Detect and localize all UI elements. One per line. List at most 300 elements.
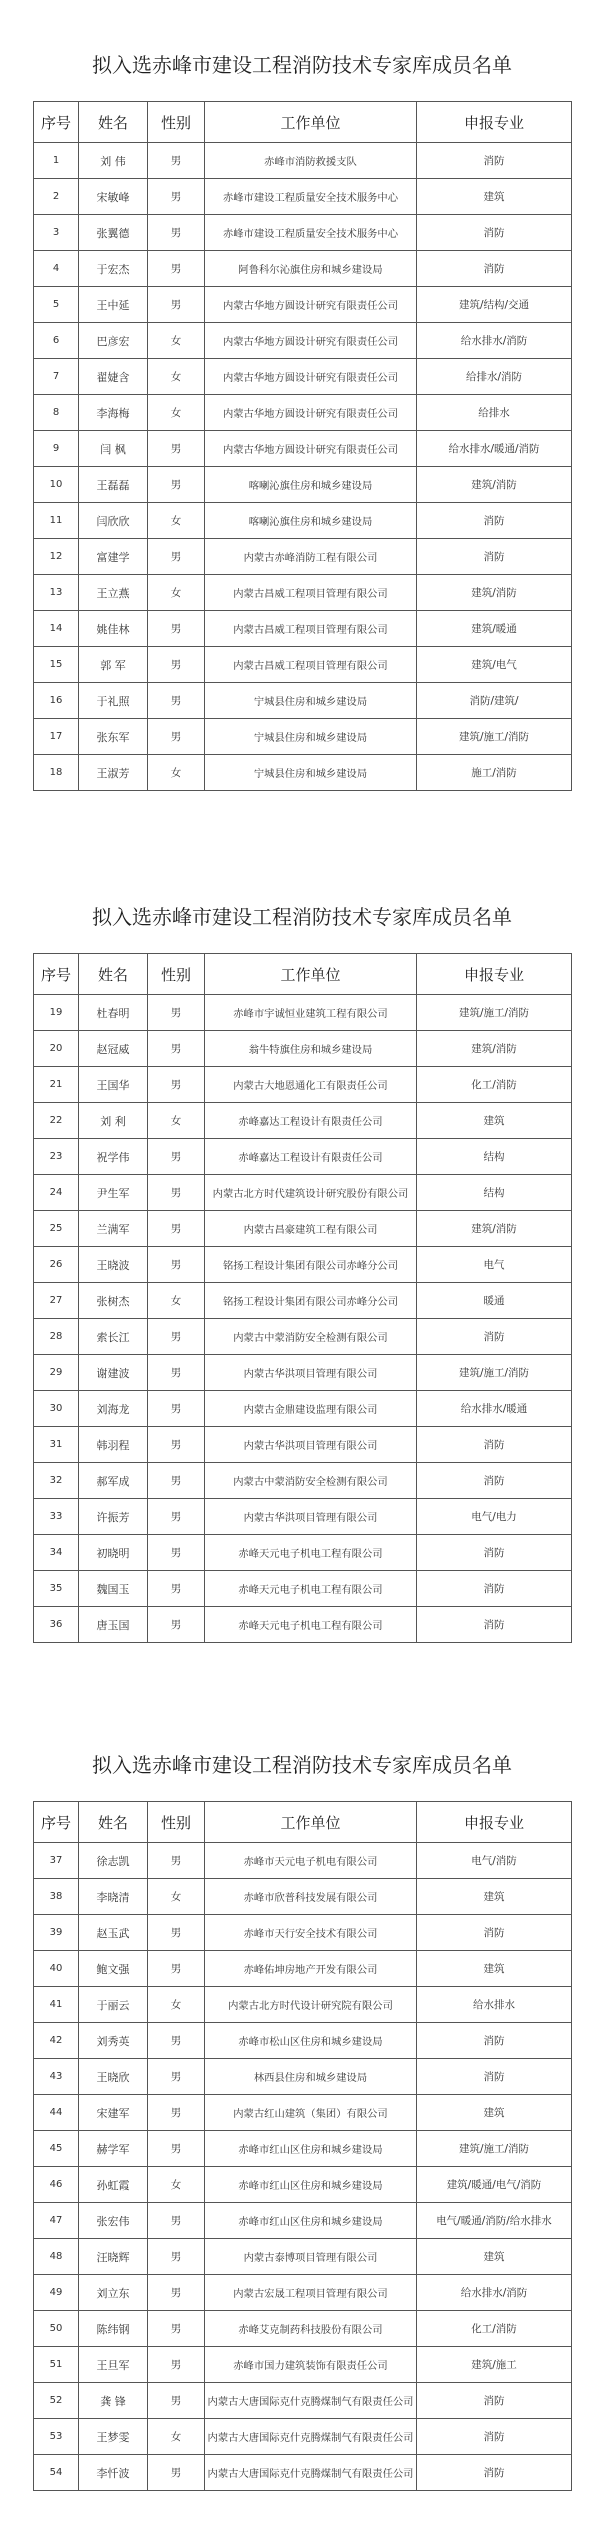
member-name: 刘 利 bbox=[79, 1103, 148, 1139]
row-number: 14 bbox=[34, 611, 79, 647]
table-row bbox=[34, 1103, 572, 1139]
table-row bbox=[34, 2455, 572, 2491]
row-number: 43 bbox=[34, 2059, 79, 2095]
work-unit: 赤峰市建设工程质量安全技术服务中心 bbox=[205, 215, 417, 251]
list-section bbox=[0, 852, 600, 1697]
table-row bbox=[34, 1067, 572, 1103]
member-gender: 男 bbox=[148, 1247, 205, 1283]
member-gender: 女 bbox=[148, 323, 205, 359]
member-gender: 男 bbox=[148, 1031, 205, 1067]
specialty: 给排水 bbox=[417, 395, 572, 431]
table-row bbox=[34, 431, 572, 467]
member-name: 谢建波 bbox=[79, 1355, 148, 1391]
column-header-specialty: 申报专业 bbox=[417, 954, 572, 995]
row-number: 25 bbox=[34, 1211, 79, 1247]
member-name: 李忏波 bbox=[79, 2455, 148, 2491]
member-gender: 女 bbox=[148, 503, 205, 539]
row-number: 9 bbox=[34, 431, 79, 467]
specialty: 消防 bbox=[417, 215, 572, 251]
member-name: 姚佳林 bbox=[79, 611, 148, 647]
row-number: 18 bbox=[34, 755, 79, 791]
page-title: 拟入选赤峰市建设工程消防技术专家库成员名单 bbox=[92, 905, 512, 929]
row-number: 3 bbox=[34, 215, 79, 251]
member-gender: 女 bbox=[148, 2419, 205, 2455]
member-name: 徐志凯 bbox=[79, 1843, 148, 1879]
work-unit: 铭扬工程设计集团有限公司赤峰分公司 bbox=[205, 1247, 417, 1283]
row-number: 19 bbox=[34, 995, 79, 1031]
row-number: 2 bbox=[34, 179, 79, 215]
member-name: 于礼照 bbox=[79, 683, 148, 719]
member-gender: 男 bbox=[148, 1139, 205, 1175]
column-header-name: 姓名 bbox=[79, 1802, 148, 1843]
row-number: 35 bbox=[34, 1571, 79, 1607]
member-name: 王旦军 bbox=[79, 2347, 148, 2383]
work-unit: 林西县住房和城乡建设局 bbox=[205, 2059, 417, 2095]
work-unit: 赤峰天元电子机电工程有限公司 bbox=[205, 1571, 417, 1607]
member-name: 刘 伟 bbox=[79, 143, 148, 179]
table-row bbox=[34, 179, 572, 215]
member-name: 郭 军 bbox=[79, 647, 148, 683]
row-number: 38 bbox=[34, 1879, 79, 1915]
member-name: 郝军成 bbox=[79, 1463, 148, 1499]
table-row bbox=[34, 251, 572, 287]
specialty: 消防 bbox=[417, 1535, 572, 1571]
member-gender: 男 bbox=[148, 467, 205, 503]
column-header-work-unit: 工作单位 bbox=[205, 954, 417, 995]
column-header-number: 序号 bbox=[34, 1802, 79, 1843]
specialty: 结构 bbox=[417, 1139, 572, 1175]
specialty: 电气/暖通/消防/给水排水 bbox=[417, 2203, 572, 2239]
column-header-work-unit: 工作单位 bbox=[205, 1802, 417, 1843]
specialty: 建筑/电气 bbox=[417, 647, 572, 683]
row-number: 29 bbox=[34, 1355, 79, 1391]
specialty: 暖通 bbox=[417, 1283, 572, 1319]
row-number: 10 bbox=[34, 467, 79, 503]
member-gender: 男 bbox=[148, 1915, 205, 1951]
member-name: 魏国玉 bbox=[79, 1571, 148, 1607]
work-unit: 内蒙古北方时代设计研究院有限公司 bbox=[205, 1987, 417, 2023]
work-unit: 内蒙古中蒙消防安全检测有限公司 bbox=[205, 1319, 417, 1355]
member-gender: 男 bbox=[148, 1391, 205, 1427]
row-number: 22 bbox=[34, 1103, 79, 1139]
specialty: 建筑 bbox=[417, 1103, 572, 1139]
member-name: 许振芳 bbox=[79, 1499, 148, 1535]
member-gender: 男 bbox=[148, 287, 205, 323]
work-unit: 内蒙古大唐国际克什克腾煤制气有限责任公司 bbox=[205, 2419, 417, 2455]
specialty: 建筑 bbox=[417, 1951, 572, 1987]
member-gender: 男 bbox=[148, 2311, 205, 2347]
table-row bbox=[34, 1571, 572, 1607]
work-unit: 内蒙古华洪项目管理有限公司 bbox=[205, 1499, 417, 1535]
member-gender: 男 bbox=[148, 539, 205, 575]
member-gender: 男 bbox=[148, 2275, 205, 2311]
member-gender: 女 bbox=[148, 1103, 205, 1139]
row-number: 24 bbox=[34, 1175, 79, 1211]
row-number: 12 bbox=[34, 539, 79, 575]
member-name: 龚 锋 bbox=[79, 2383, 148, 2419]
table-row bbox=[34, 539, 572, 575]
member-gender: 女 bbox=[148, 359, 205, 395]
table-row bbox=[34, 575, 572, 611]
column-header-specialty: 申报专业 bbox=[417, 102, 572, 143]
table-row bbox=[34, 2419, 572, 2455]
member-name: 王国华 bbox=[79, 1067, 148, 1103]
row-number: 16 bbox=[34, 683, 79, 719]
column-header-gender: 性别 bbox=[148, 954, 205, 995]
work-unit: 内蒙古赤峰消防工程有限公司 bbox=[205, 539, 417, 575]
member-gender: 男 bbox=[148, 2239, 205, 2275]
work-unit: 赤峰天元电子机电工程有限公司 bbox=[205, 1535, 417, 1571]
work-unit: 内蒙古金鼎建设监理有限公司 bbox=[205, 1391, 417, 1427]
member-gender: 男 bbox=[148, 1951, 205, 1987]
specialty: 消防 bbox=[417, 1915, 572, 1951]
specialty: 建筑/消防 bbox=[417, 1211, 572, 1247]
table-row bbox=[34, 2383, 572, 2419]
row-number: 51 bbox=[34, 2347, 79, 2383]
specialty: 建筑/施工/消防 bbox=[417, 719, 572, 755]
member-gender: 男 bbox=[148, 143, 205, 179]
specialty: 化工/消防 bbox=[417, 2311, 572, 2347]
specialty: 建筑 bbox=[417, 179, 572, 215]
table-row bbox=[34, 1987, 572, 2023]
table-row bbox=[34, 1843, 572, 1879]
row-number: 15 bbox=[34, 647, 79, 683]
table-row bbox=[34, 1391, 572, 1427]
member-table bbox=[33, 1801, 572, 2491]
row-number: 26 bbox=[34, 1247, 79, 1283]
table-row bbox=[34, 215, 572, 251]
specialty: 建筑/施工/消防 bbox=[417, 2131, 572, 2167]
member-name: 王中延 bbox=[79, 287, 148, 323]
table-row bbox=[34, 2347, 572, 2383]
specialty: 建筑/结构/交通 bbox=[417, 287, 572, 323]
member-table-body bbox=[34, 1843, 572, 2491]
member-gender: 男 bbox=[148, 1463, 205, 1499]
member-name: 王晓欣 bbox=[79, 2059, 148, 2095]
member-name: 李晓清 bbox=[79, 1879, 148, 1915]
member-gender: 男 bbox=[148, 179, 205, 215]
member-name: 赫学军 bbox=[79, 2131, 148, 2167]
row-number: 23 bbox=[34, 1139, 79, 1175]
member-name: 宋建军 bbox=[79, 2095, 148, 2131]
work-unit: 宁城县住房和城乡建设局 bbox=[205, 683, 417, 719]
member-gender: 男 bbox=[148, 1535, 205, 1571]
specialty: 给水排水/消防 bbox=[417, 2275, 572, 2311]
member-table-body bbox=[34, 143, 572, 791]
member-gender: 男 bbox=[148, 2203, 205, 2239]
specialty: 建筑 bbox=[417, 1879, 572, 1915]
work-unit: 赤峰天元电子机电工程有限公司 bbox=[205, 1607, 417, 1643]
member-name: 王晓波 bbox=[79, 1247, 148, 1283]
member-name: 刘海龙 bbox=[79, 1391, 148, 1427]
table-row bbox=[34, 755, 572, 791]
member-name: 初晓明 bbox=[79, 1535, 148, 1571]
specialty: 消防 bbox=[417, 251, 572, 287]
member-name: 李海梅 bbox=[79, 395, 148, 431]
row-number: 28 bbox=[34, 1319, 79, 1355]
table-row bbox=[34, 1247, 572, 1283]
member-name: 刘秀英 bbox=[79, 2023, 148, 2059]
table-row bbox=[34, 1535, 572, 1571]
member-name: 巴彦宏 bbox=[79, 323, 148, 359]
member-name: 韩羽程 bbox=[79, 1427, 148, 1463]
table-row bbox=[34, 2059, 572, 2095]
specialty: 结构 bbox=[417, 1175, 572, 1211]
table-header-row bbox=[34, 1802, 572, 1843]
work-unit: 赤峰嘉达工程设计有限责任公司 bbox=[205, 1139, 417, 1175]
table-row bbox=[34, 467, 572, 503]
member-gender: 男 bbox=[148, 1319, 205, 1355]
row-number: 20 bbox=[34, 1031, 79, 1067]
work-unit: 内蒙古华洪项目管理有限公司 bbox=[205, 1427, 417, 1463]
member-gender: 男 bbox=[148, 1571, 205, 1607]
member-name: 闫 枫 bbox=[79, 431, 148, 467]
member-name: 陈纬钢 bbox=[79, 2311, 148, 2347]
specialty: 给排水/消防 bbox=[417, 359, 572, 395]
table-row bbox=[34, 1951, 572, 1987]
member-name: 王磊磊 bbox=[79, 467, 148, 503]
list-section bbox=[0, 0, 600, 845]
member-name: 张宏伟 bbox=[79, 2203, 148, 2239]
member-name: 富建学 bbox=[79, 539, 148, 575]
table-row bbox=[34, 1319, 572, 1355]
table-row bbox=[34, 2275, 572, 2311]
work-unit: 赤峰市松山区住房和城乡建设局 bbox=[205, 2023, 417, 2059]
work-unit: 内蒙古昌威工程项目管理有限公司 bbox=[205, 575, 417, 611]
specialty: 消防 bbox=[417, 2455, 572, 2491]
row-number: 54 bbox=[34, 2455, 79, 2491]
table-row bbox=[34, 1427, 572, 1463]
page-title: 拟入选赤峰市建设工程消防技术专家库成员名单 bbox=[92, 53, 512, 77]
member-gender: 男 bbox=[148, 647, 205, 683]
column-header-work-unit: 工作单位 bbox=[205, 102, 417, 143]
member-name: 于宏杰 bbox=[79, 251, 148, 287]
row-number: 40 bbox=[34, 1951, 79, 1987]
specialty: 消防 bbox=[417, 2023, 572, 2059]
column-header-number: 序号 bbox=[34, 102, 79, 143]
row-number: 34 bbox=[34, 1535, 79, 1571]
member-name: 于丽云 bbox=[79, 1987, 148, 2023]
row-number: 32 bbox=[34, 1463, 79, 1499]
work-unit: 内蒙古宏晟工程项目管理有限公司 bbox=[205, 2275, 417, 2311]
column-header-specialty: 申报专业 bbox=[417, 1802, 572, 1843]
member-name: 赵冠威 bbox=[79, 1031, 148, 1067]
specialty: 消防 bbox=[417, 1463, 572, 1499]
work-unit: 内蒙古昌豪建筑工程有限公司 bbox=[205, 1211, 417, 1247]
row-number: 27 bbox=[34, 1283, 79, 1319]
member-gender: 女 bbox=[148, 395, 205, 431]
table-row bbox=[34, 2239, 572, 2275]
work-unit: 赤峰佑坤房地产开发有限公司 bbox=[205, 1951, 417, 1987]
member-gender: 女 bbox=[148, 575, 205, 611]
specialty: 电气/消防 bbox=[417, 1843, 572, 1879]
work-unit: 内蒙古华地方圆设计研究有限责任公司 bbox=[205, 359, 417, 395]
work-unit: 赤峰市消防救援支队 bbox=[205, 143, 417, 179]
member-table-body bbox=[34, 995, 572, 1643]
work-unit: 内蒙古北方时代建筑设计研究股份有限公司 bbox=[205, 1175, 417, 1211]
work-unit: 喀喇沁旗住房和城乡建设局 bbox=[205, 503, 417, 539]
member-name: 宋敏峰 bbox=[79, 179, 148, 215]
specialty: 消防 bbox=[417, 1571, 572, 1607]
member-table bbox=[33, 953, 572, 1643]
specialty: 消防 bbox=[417, 503, 572, 539]
work-unit: 内蒙古华洪项目管理有限公司 bbox=[205, 1355, 417, 1391]
member-name: 张树杰 bbox=[79, 1283, 148, 1319]
member-gender: 男 bbox=[148, 251, 205, 287]
row-number: 31 bbox=[34, 1427, 79, 1463]
member-gender: 男 bbox=[148, 1211, 205, 1247]
column-header-number: 序号 bbox=[34, 954, 79, 995]
table-header-row bbox=[34, 102, 572, 143]
column-header-name: 姓名 bbox=[79, 102, 148, 143]
member-name: 鲍文强 bbox=[79, 1951, 148, 1987]
row-number: 37 bbox=[34, 1843, 79, 1879]
work-unit: 内蒙古中蒙消防安全检测有限公司 bbox=[205, 1463, 417, 1499]
row-number: 8 bbox=[34, 395, 79, 431]
work-unit: 内蒙古华地方圆设计研究有限责任公司 bbox=[205, 287, 417, 323]
member-gender: 女 bbox=[148, 2167, 205, 2203]
member-table bbox=[33, 101, 572, 791]
work-unit: 喀喇沁旗住房和城乡建设局 bbox=[205, 467, 417, 503]
specialty: 建筑/暖通 bbox=[417, 611, 572, 647]
row-number: 39 bbox=[34, 1915, 79, 1951]
row-number: 7 bbox=[34, 359, 79, 395]
table-row bbox=[34, 647, 572, 683]
row-number: 53 bbox=[34, 2419, 79, 2455]
table-row bbox=[34, 2095, 572, 2131]
work-unit: 赤峰嘉达工程设计有限责任公司 bbox=[205, 1103, 417, 1139]
member-gender: 女 bbox=[148, 1987, 205, 2023]
row-number: 5 bbox=[34, 287, 79, 323]
table-row bbox=[34, 611, 572, 647]
specialty: 消防 bbox=[417, 2059, 572, 2095]
member-gender: 男 bbox=[148, 719, 205, 755]
table-row bbox=[34, 287, 572, 323]
work-unit: 赤峰市红山区住房和城乡建设局 bbox=[205, 2167, 417, 2203]
member-gender: 女 bbox=[148, 1879, 205, 1915]
column-header-name: 姓名 bbox=[79, 954, 148, 995]
work-unit: 铭扬工程设计集团有限公司赤峰分公司 bbox=[205, 1283, 417, 1319]
work-unit: 赤峰市天行安全技术有限公司 bbox=[205, 1915, 417, 1951]
member-gender: 男 bbox=[148, 995, 205, 1031]
member-gender: 男 bbox=[148, 1607, 205, 1643]
specialty: 建筑 bbox=[417, 2095, 572, 2131]
specialty: 化工/消防 bbox=[417, 1067, 572, 1103]
table-row bbox=[34, 1175, 572, 1211]
member-name: 索长江 bbox=[79, 1319, 148, 1355]
work-unit: 赤峰市天元电子机电有限公司 bbox=[205, 1843, 417, 1879]
specialty: 给水排水 bbox=[417, 1987, 572, 2023]
row-number: 50 bbox=[34, 2311, 79, 2347]
specialty: 建筑/消防 bbox=[417, 1031, 572, 1067]
member-name: 孙虹霞 bbox=[79, 2167, 148, 2203]
table-row bbox=[34, 2203, 572, 2239]
row-number: 46 bbox=[34, 2167, 79, 2203]
row-number: 4 bbox=[34, 251, 79, 287]
column-header-gender: 性别 bbox=[148, 1802, 205, 1843]
work-unit: 内蒙古红山建筑（集团）有限公司 bbox=[205, 2095, 417, 2131]
row-number: 49 bbox=[34, 2275, 79, 2311]
specialty: 电气 bbox=[417, 1247, 572, 1283]
specialty: 建筑/施工 bbox=[417, 2347, 572, 2383]
row-number: 30 bbox=[34, 1391, 79, 1427]
table-row bbox=[34, 2131, 572, 2167]
table-row bbox=[34, 1463, 572, 1499]
table-row bbox=[34, 1355, 572, 1391]
specialty: 消防 bbox=[417, 2419, 572, 2455]
specialty: 消防 bbox=[417, 143, 572, 179]
member-name: 王立燕 bbox=[79, 575, 148, 611]
member-name: 闫欣欣 bbox=[79, 503, 148, 539]
table-row bbox=[34, 2311, 572, 2347]
table-row bbox=[34, 395, 572, 431]
member-name: 翟婕含 bbox=[79, 359, 148, 395]
member-gender: 男 bbox=[148, 1067, 205, 1103]
table-row bbox=[34, 719, 572, 755]
work-unit: 赤峰艾克制药科技股份有限公司 bbox=[205, 2311, 417, 2347]
row-number: 36 bbox=[34, 1607, 79, 1643]
row-number: 33 bbox=[34, 1499, 79, 1535]
specialty: 消防 bbox=[417, 1607, 572, 1643]
work-unit: 阿鲁科尔沁旗住房和城乡建设局 bbox=[205, 251, 417, 287]
list-section bbox=[0, 1700, 600, 2545]
work-unit: 内蒙古华地方圆设计研究有限责任公司 bbox=[205, 323, 417, 359]
specialty: 给水排水/暖通 bbox=[417, 1391, 572, 1427]
work-unit: 赤峰市宇诚恒业建筑工程有限公司 bbox=[205, 995, 417, 1031]
member-gender: 男 bbox=[148, 2455, 205, 2491]
member-gender: 男 bbox=[148, 2023, 205, 2059]
row-number: 52 bbox=[34, 2383, 79, 2419]
member-gender: 男 bbox=[148, 2131, 205, 2167]
member-gender: 男 bbox=[148, 2059, 205, 2095]
member-name: 刘立东 bbox=[79, 2275, 148, 2311]
work-unit: 赤峰市国力建筑装饰有限责任公司 bbox=[205, 2347, 417, 2383]
row-number: 6 bbox=[34, 323, 79, 359]
member-name: 杜春明 bbox=[79, 995, 148, 1031]
row-number: 48 bbox=[34, 2239, 79, 2275]
table-row bbox=[34, 1283, 572, 1319]
work-unit: 内蒙古华地方圆设计研究有限责任公司 bbox=[205, 431, 417, 467]
row-number: 11 bbox=[34, 503, 79, 539]
member-name: 尹生军 bbox=[79, 1175, 148, 1211]
table-row bbox=[34, 143, 572, 179]
work-unit: 宁城县住房和城乡建设局 bbox=[205, 719, 417, 755]
specialty: 消防 bbox=[417, 539, 572, 575]
table-row bbox=[34, 1031, 572, 1067]
member-name: 王梦雯 bbox=[79, 2419, 148, 2455]
table-row bbox=[34, 1139, 572, 1175]
row-number: 1 bbox=[34, 143, 79, 179]
table-row bbox=[34, 1915, 572, 1951]
work-unit: 内蒙古泰博项目管理有限公司 bbox=[205, 2239, 417, 2275]
work-unit: 内蒙古昌威工程项目管理有限公司 bbox=[205, 647, 417, 683]
specialty: 建筑/消防 bbox=[417, 575, 572, 611]
member-gender: 男 bbox=[148, 683, 205, 719]
member-gender: 男 bbox=[148, 215, 205, 251]
table-row bbox=[34, 683, 572, 719]
specialty: 建筑/消防 bbox=[417, 467, 572, 503]
work-unit: 赤峰市红山区住房和城乡建设局 bbox=[205, 2131, 417, 2167]
specialty: 消防 bbox=[417, 1427, 572, 1463]
table-row bbox=[34, 359, 572, 395]
member-gender: 男 bbox=[148, 1175, 205, 1211]
row-number: 42 bbox=[34, 2023, 79, 2059]
row-number: 17 bbox=[34, 719, 79, 755]
table-header-row bbox=[34, 954, 572, 995]
row-number: 13 bbox=[34, 575, 79, 611]
member-gender: 男 bbox=[148, 2347, 205, 2383]
work-unit: 宁城县住房和城乡建设局 bbox=[205, 755, 417, 791]
